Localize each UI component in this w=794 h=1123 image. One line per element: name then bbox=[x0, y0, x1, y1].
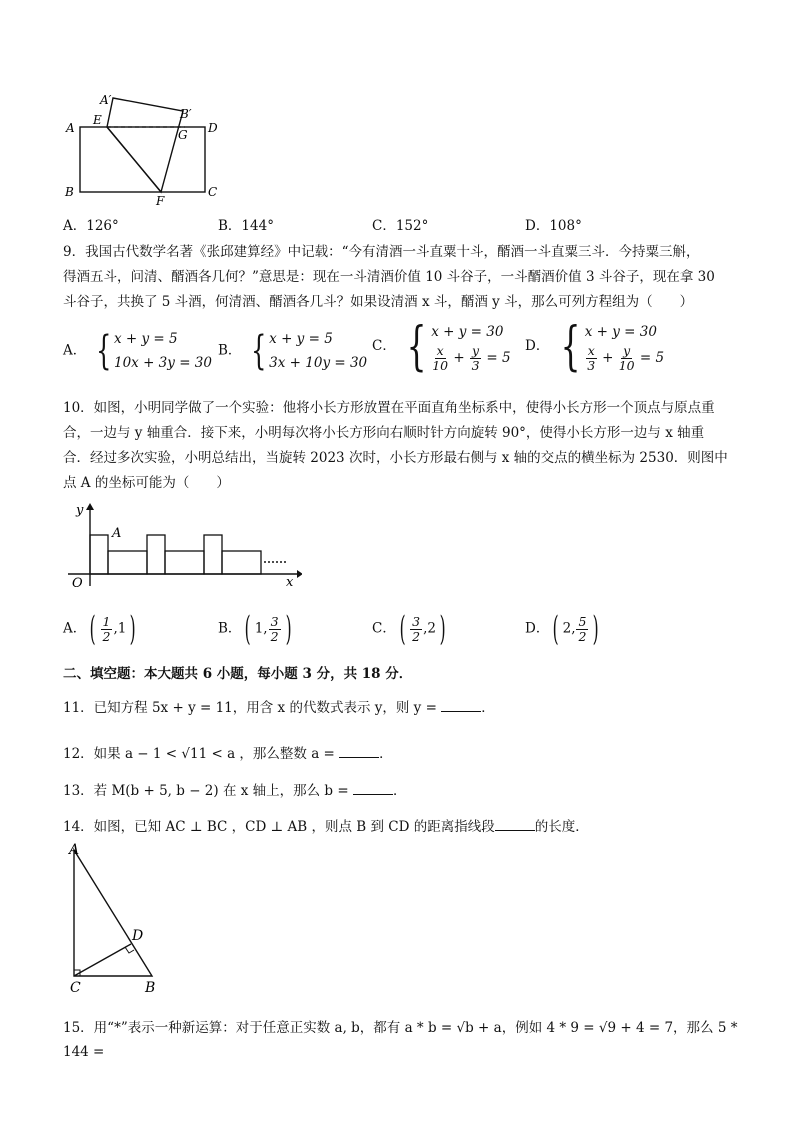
q8-option-a[interactable]: A．126° bbox=[63, 218, 119, 234]
label-e: E bbox=[93, 113, 102, 127]
x-axis-arrow bbox=[297, 570, 302, 578]
label-c: C bbox=[208, 185, 218, 199]
rect-5 bbox=[204, 535, 222, 574]
q10-option-a[interactable]: A． ( $\frac{1}{2}$ ,1 ) bbox=[63, 609, 136, 649]
y-axis-arrow bbox=[86, 503, 94, 510]
q9-option-d[interactable]: D． { x + y = 30 $\frac{x}{3}$ + $\frac{y}{10}$ = 5 bbox=[525, 316, 665, 377]
label-f: F bbox=[156, 194, 165, 207]
q9-option-a[interactable]: A． { x + y = 5 10x + 3y = 30 bbox=[63, 328, 212, 374]
q11-blank[interactable] bbox=[441, 697, 481, 712]
q10-option-b[interactable]: B． ( 1, $\frac{3}{2}$ ) bbox=[218, 609, 292, 649]
label-d: D bbox=[208, 121, 218, 135]
q10-line2: 合，一边与 y 轴重合．接下来，小明每次将小长方形向右顺时针方向旋转 90°，使得小长方形一边与 x 轴重 bbox=[63, 425, 705, 441]
label-b1: B′ bbox=[180, 107, 192, 121]
rect-2 bbox=[108, 551, 147, 574]
q9-line1: 9．我国古代数学名著《张邱建算经》中记载：“今有清酒一斗直粟十斗，醑酒一斗直粟三斗．今持粟三斛， bbox=[63, 244, 700, 260]
q13-blank[interactable] bbox=[353, 780, 393, 795]
segment-cd bbox=[74, 944, 131, 976]
q12-blank[interactable] bbox=[339, 743, 379, 758]
q10-figure bbox=[62, 500, 302, 590]
q8-option-c[interactable]: C．152° bbox=[372, 218, 429, 234]
q12: 12．如果 a − 1 < √11 < a ，那么整数 a = ． bbox=[63, 742, 733, 766]
rect-3 bbox=[147, 535, 165, 574]
q11: 11．已知方程 5x + y = 11，用含 x 的代数式表示 y，则 y = ． bbox=[63, 696, 733, 720]
label-a: A bbox=[69, 842, 80, 858]
label-a: A bbox=[112, 526, 122, 541]
q10-option-c[interactable]: C． ( $\frac{3}{2}$ ,2 ) bbox=[372, 609, 446, 649]
folded-part bbox=[107, 98, 183, 192]
q8-option-b[interactable]: B．144° bbox=[218, 218, 274, 234]
q9-option-c[interactable]: C． { x + y = 30 $\frac{x}{10}$ + $\frac{y}{3}$ = 5 bbox=[372, 316, 511, 377]
section-title: 二、填空题：本大题共 6 小题，每小题 3 分，共 18 分． bbox=[63, 666, 413, 682]
q10-line4: 点 A 的坐标可能为（ ） bbox=[63, 475, 230, 491]
q14-figure bbox=[60, 840, 170, 1000]
q10-option-d[interactable]: D． ( 2, $\frac{5}{2}$ ) bbox=[525, 609, 600, 649]
triangle-acb bbox=[74, 850, 152, 976]
q10-line3: 合．经过多次实验，小明总结出，当旋转 2023 次时，小长方形最右侧与 x 轴的交点的横坐标为 2530．则图中 bbox=[63, 450, 728, 466]
q9-option-b[interactable]: B． { x + y = 5 3x + 10y = 30 bbox=[218, 328, 368, 374]
q10-line1: 10．如图，小明同学做了一个实验：他将小长方形放置在平面直角坐标系中，使得小长方形一个顶点与原点重 bbox=[63, 400, 715, 416]
label-o: O bbox=[72, 576, 83, 590]
q8-figure bbox=[60, 92, 230, 207]
q9-line3: 斗谷子，共换了 5 斗酒，何清酒、醑酒各几斗？如果设清酒 x 斗，醑酒 y 斗，那么可列方程组为（ ） bbox=[63, 294, 694, 310]
rect-1 bbox=[90, 535, 108, 574]
q15: 15．用“*”表示一种新运算：对于任意正实数 a, b，都有 a * b = √b + a，例如 4 * 9 = √9 + 4 = 7，那么 5 * 144 = bbox=[63, 1020, 738, 1060]
label-y: y bbox=[76, 503, 84, 518]
q13: 13．若 M(b + 5, b − 2) 在 x 轴上，那么 b = ． bbox=[63, 779, 733, 803]
label-d: D bbox=[132, 928, 144, 944]
rect-4 bbox=[165, 551, 204, 574]
label-a: A bbox=[66, 121, 75, 135]
q8-option-d[interactable]: D．108° bbox=[525, 218, 582, 234]
crease-ef bbox=[107, 127, 161, 192]
label-b: B bbox=[145, 980, 156, 996]
rect-6 bbox=[222, 551, 261, 574]
right-angle-d bbox=[125, 947, 134, 953]
q14-blank[interactable] bbox=[495, 816, 535, 831]
label-b: B bbox=[65, 185, 74, 199]
q9-line2: 得酒五斗，问清、醑酒各几何？”意思是：现在一斗清酒价值 10 斗谷子，一斗醑酒价值 3 斗谷子，现在拿 30 bbox=[63, 269, 715, 285]
label-a1: A′ bbox=[100, 93, 112, 107]
label-c: C bbox=[70, 980, 81, 996]
label-g: G bbox=[178, 128, 188, 142]
q14: 14．如图，已知 AC ⊥ BC ，CD ⊥ AB ，则点 B 到 CD 的距离指线段 的长度． bbox=[63, 815, 733, 839]
label-x: x bbox=[286, 575, 294, 590]
